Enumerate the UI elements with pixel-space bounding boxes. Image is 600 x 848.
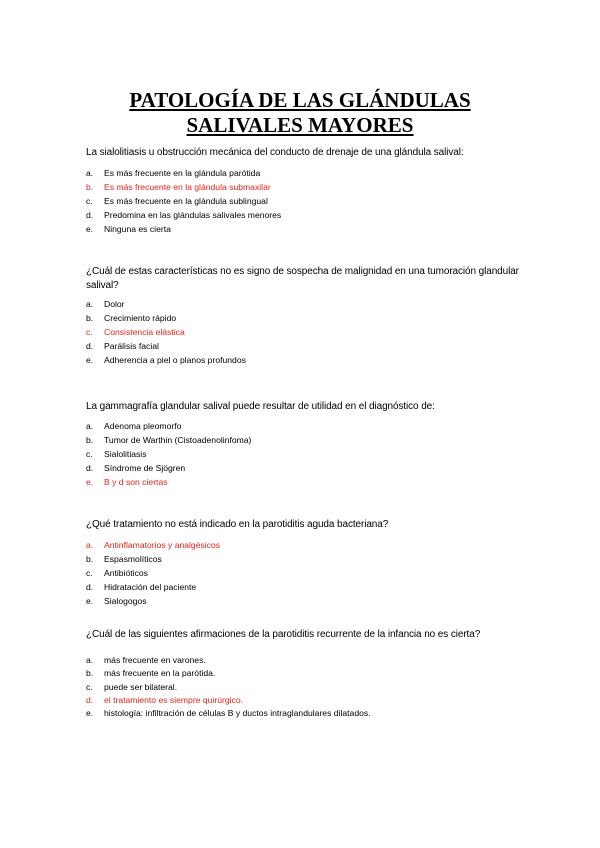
question-2-options <box>86 298 246 367</box>
option-1a: a. Es más frecuente en la glándula parótida <box>86 168 261 178</box>
option-2c-correct: c. Consistencia elástica <box>86 326 185 337</box>
question-3-options <box>86 420 251 489</box>
option-1c: c. Es más frecuente en la glándula sublingual <box>86 195 268 206</box>
question-3-text: La gammagrafía glandular salival puede resultar de utilidad en el diagnóstico de: <box>86 401 435 412</box>
title-line-2: SALIVALES MAYORES <box>186 113 414 137</box>
question-5-text: ¿Cuál de las siguientes afirmaciones de la parotiditis recurrente de la infancia no es cierta? <box>86 629 481 640</box>
option-2a: a. Dolor <box>86 299 125 309</box>
option-4c: c. Antibióticos <box>86 567 148 578</box>
title-line-1: PATOLOGÍA DE LAS GLÁNDULAS <box>129 88 471 112</box>
question-4-text: ¿Qué tratamiento no está indicado en la parotiditis aguda bacteriana? <box>86 519 389 530</box>
option-3b: b. Tumor de Warthin (Cistoadenolinfoma) <box>86 434 252 445</box>
question-5-options <box>86 654 371 720</box>
option-1b-correct: b. Es más frecuente en la glándula submaxilar <box>86 181 271 192</box>
option-4b: b. Espasmolíticos <box>86 553 162 564</box>
option-3e-correct: e. B y d son ciertas <box>86 476 168 487</box>
option-2b: b. Crecimiento rápido <box>86 312 177 323</box>
option-5d-correct: d. el tratamiento es siempre quirúrgico. <box>86 694 243 705</box>
option-4e: e. Sialogogos <box>86 595 147 606</box>
option-4a-correct: a. Antinflamatorios y analgésicos <box>86 540 221 550</box>
option-5b: b. más frecuente en la parótida. <box>86 668 216 679</box>
option-3c: c. Sialolitiasis <box>86 448 147 459</box>
option-5c: c. puede ser bilateral. <box>86 681 178 692</box>
option-2d: d. Parálisis facial <box>86 340 159 351</box>
option-1d: d. Predomina en las glándulas salivales menores <box>86 209 282 220</box>
option-5a: a. más frecuente en varones. <box>86 655 206 665</box>
question-1-text: La sialolitiasis u obstrucción mecánica del conducto de drenaje de una glándula salival: <box>86 147 464 158</box>
option-2e: e. Adherencia a piel o planos profundos <box>86 354 246 365</box>
option-5e: e. histología: infiltración de células B y ductos intraglandulares dilatados. <box>86 708 371 719</box>
page-title <box>0 88 600 138</box>
question-4-options <box>86 539 220 608</box>
option-4d: d. Hidratación del paciente <box>86 581 197 592</box>
option-3a: a. Adenoma pleomorfo <box>86 421 182 431</box>
option-1e: e. Ninguna es cierta <box>86 223 171 234</box>
option-3d: d. Síndrome de Sjögren <box>86 462 186 473</box>
question-1-options <box>86 167 281 236</box>
question-2-text: ¿Cuál de estas características no es signo de sospecha de malignidad en una tumoración glandular salival? <box>86 266 519 291</box>
